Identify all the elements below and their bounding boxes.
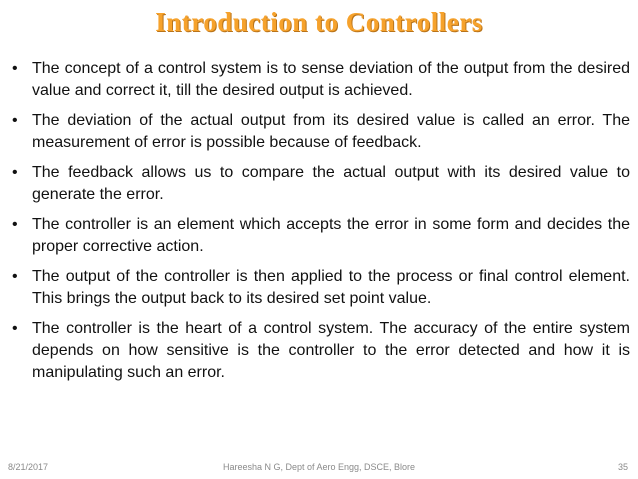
bullet-dot-icon: •: [12, 216, 18, 233]
bullet-item: [8, 214, 630, 258]
bullet-dot-icon: •: [12, 60, 18, 77]
bullet-text: The controller is an element which accepts the error in some form and decides the proper corrective action.: [32, 216, 630, 255]
bullet-text: The concept of a control system is to sense deviation of the output from the desired value and correct it, till the desired output is achieved.: [32, 60, 630, 99]
bullet-text: The feedback allows us to compare the actual output with its desired value to generate the error.: [32, 164, 630, 203]
bullet-item: [8, 318, 630, 384]
bullet-item: [8, 110, 630, 154]
bullet-item: [8, 266, 630, 310]
slide-footer: [0, 459, 638, 475]
bullet-dot-icon: •: [12, 164, 18, 181]
slide-title: Introduction to Controllers: [155, 7, 483, 37]
bullet-dot-icon: •: [12, 112, 18, 129]
bullet-item: [8, 162, 630, 206]
footer-page-number: 35: [617, 462, 628, 472]
bullet-text: The deviation of the actual output from its desired value is called an error. The measurement of error is possible because of feedback.: [32, 112, 630, 151]
bullet-dot-icon: •: [12, 268, 18, 285]
bullet-list: [8, 58, 630, 392]
bullet-text: The output of the controller is then applied to the process or final control element. This brings the output back to its desired set point value.: [32, 268, 630, 307]
bullet-item: [8, 58, 630, 102]
footer-date: 8/21/2017: [8, 462, 49, 472]
bullet-dot-icon: •: [12, 320, 18, 337]
footer-author: Hareesha N G, Dept of Aero Engg, DSCE, Blore: [222, 462, 416, 472]
bullet-text: The controller is the heart of a control system. The accuracy of the entire system depends on how sensitive is the controller to the error detected and how it is manipulating such an error.: [32, 320, 630, 381]
